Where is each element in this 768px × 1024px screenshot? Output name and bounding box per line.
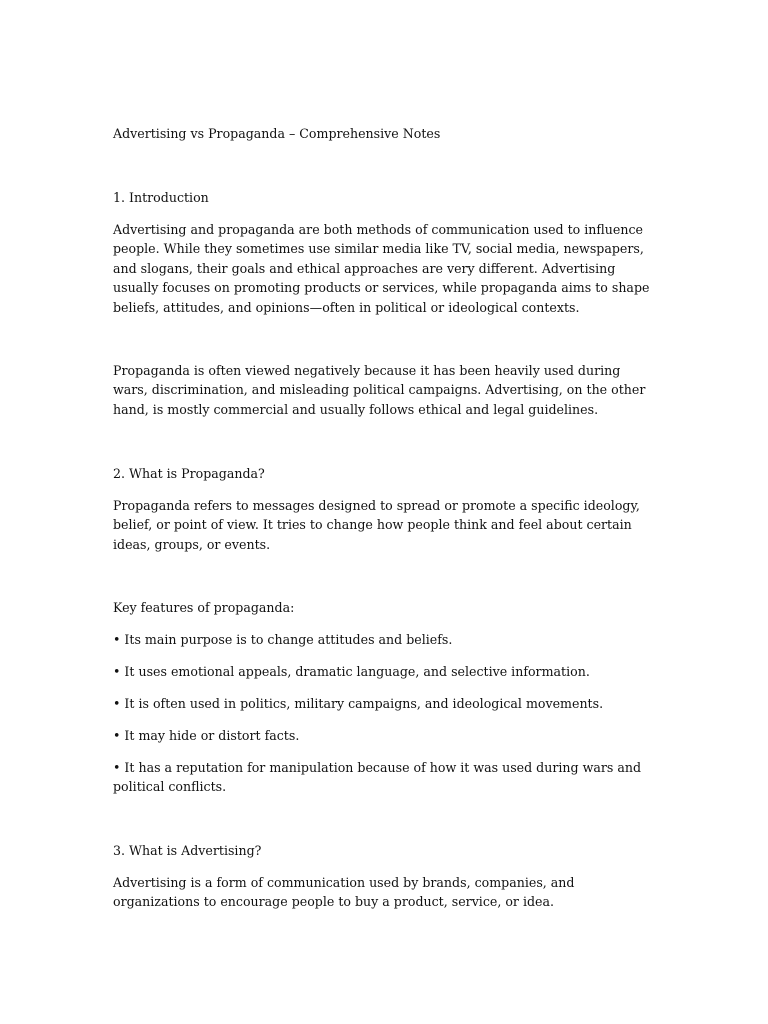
advertising-paragraph: Advertising is a form of communication used by brands, companies, and organizations to encourage people to buy a product, service, or idea.: [113, 875, 575, 910]
propaganda-bullet-4: • It may hide or distort facts.: [113, 728, 300, 743]
section-heading-advertising: 3. What is Advertising?: [113, 843, 262, 858]
section-heading-propaganda: 2. What is Propaganda?: [113, 466, 265, 481]
propaganda-bullet-3: • It is often used in politics, military campaigns, and ideological movements.: [113, 696, 604, 711]
propaganda-bullet-1: • Its main purpose is to change attitudes and beliefs.: [113, 632, 453, 647]
introduction-paragraph-2: Propaganda is often viewed negatively because it has been heavily used during wars, discrimination, and misleading political campaigns. Advertising, on the other hand, is mostly commercial and usually follows ethical and legal guidelines.: [113, 363, 646, 417]
introduction-paragraph-1: Advertising and propaganda are both methods of communication used to influence people. While they sometimes use similar media like TV, social media, newspapers, and slogans, their goals and ethical approaches are very different. Advertising usually focuses on promoting products or services, while propaganda aims to shape beliefs, attitudes, and opinions—often in political or ideological contexts.: [113, 222, 650, 315]
propaganda-bullet-2: • It uses emotional appeals, dramatic language, and selective information.: [113, 664, 590, 679]
section-heading-introduction: 1. Introduction: [113, 190, 209, 205]
propaganda-paragraph: Propaganda refers to messages designed to spread or promote a specific ideology, belief, or point of view. It tries to change how people think and feel about certain ideas, groups, or events.: [113, 498, 640, 552]
propaganda-features-title: Key features of propaganda:: [113, 600, 295, 615]
document-title: Advertising vs Propaganda – Comprehensive Notes: [113, 126, 441, 141]
propaganda-bullet-5: • It has a reputation for manipulation because of how it was used during wars and political conflicts.: [113, 760, 642, 795]
